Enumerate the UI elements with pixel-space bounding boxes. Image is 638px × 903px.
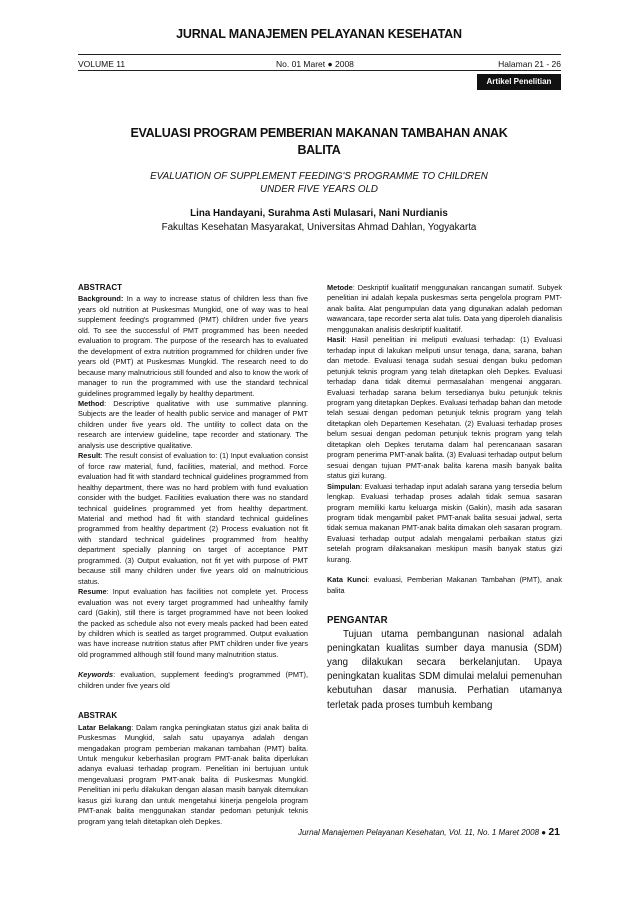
authors: Lina Handayani, Surahma Asti Mulasari, Nani Nurdianis xyxy=(190,208,448,219)
right-column xyxy=(327,283,562,713)
abstrak-heading: ABSTRAK xyxy=(78,711,118,721)
abstrak-simpulan: Simpulan: Evaluasi terhadap input adalah sarana yang tersedia belum lengkap. Evaluasi terhadap proses adalah tidak semua sasaran program memiliki kartu keluarga miskin (Gakin), masih ada sasaran program tidak mengambil paket PMT-anak balita sesuai jadwal, serta tidak semua makanan PMT-anak balita dimakan oleh sasaran program. Evaluasi terhadap output adalah mengalami perbaikan status gizi setelah program dilaksanakan meskipun masih banyak status gizi kurang. xyxy=(327,481,562,564)
abstrak-latar-belakang: Latar Belakang: Dalam rangka peningkatan status gizi anak balita di Puskesmas Mungkid, salah satu upayanya adalah dengan mengadakan program pemberian makanan tambahan (PMT) balita. Untuk mengukur keberhasilan program PMT-anak balita diperlukan adanya evaluasi terhadap program. Penelitian ini bertujuan untuk mengevaluasi program PMT-anak balita di Puskesmas Mungkid. Penelitian ini perlu dilakukan dengan alasan masih banyak ditemukan kasus gizi kurang dan untuk mengetahui kinerja pengelola program PMT-anak balita menggunakan standar pedoman petunjuk teknis program yang telah ditetapkan oleh Depkes. xyxy=(78,722,308,826)
page-number: 21 xyxy=(548,826,560,838)
abstrak-hasil: Hasil: Hasil penelitian ini meliputi evaluasi terhadap: (1) Evaluasi terhadap input di lakukan meliputi unsur tenaga, dana, sarana, bahan dan metode. Evaluasi tenaga sudah sesuai dengan buku pedoman petunjuk teknis program yang telah ditetapkan oleh Depkes. Evaluasi terhadap dana tidak ditemui permasalahan mengenai anggaran. Evaluasi terhadap sarana belum tersedianya buku petunjuk teknis program yang ditetapkan Depkes. Evaluasi terhadap bahan dan metode telah sesuai dengan pedoman petunjuk teknis program yang telah ditetapkan oleh Departemen Kesehatan. (2) Evaluasi terhadap proses belum sesuai dengan pedoman petunjuk teknis program yang telah ditetapkan oleh Depkes terutama dalam hal perencanaan sasaran program penerima PMT-anak balita. (3) Evaluasi terhadap output belum sesuai dengan tujuan PMT-anak balita karena masih banyak balita status gizi kurang. xyxy=(327,335,562,481)
volume-label: VOLUME 11 xyxy=(78,59,126,69)
abstract-result: Result: The result consist of evaluation to: (1) Input evaluation consist of force raw material, fund, facilities, material, and method. Force evaluation had fit with standard technical guidelines programmed from healthy department, there was no hard problem with fund evaluation consider with the budget. Facilities evaluation there was no standard technical guidelines programmed yet from healthy department. Material and method had fit with standard technical guidelines programmed from healthy department (2) Process evaluation not fit with standard technical guidelines programmed from healthy department specially planning on target of acceptance PMT programmed. (3) Output evaluation, not fit yet with purpose of PMT because still many children under five years old on malnutricious status. xyxy=(78,451,308,586)
pengantar-heading: PENGANTAR xyxy=(327,615,388,627)
pages-label: Halaman 21 - 26 xyxy=(498,59,561,69)
abstract-method: Method: Descriptive qualitative with use summative planning. Subjects are the leader of health public service and manager of PMT children under five years old. The untility to collect data on the research are interview guideline, tape recorder and stationary. The analysis use descriptive qualitative. xyxy=(78,398,308,450)
article-title: EVALUASI PROGRAM PEMBERIAN MAKANAN TAMBAHAN ANAK BALITA xyxy=(130,126,508,157)
abstract-background: Background: In a way to increase status of children less than five years old nutrition at Puskesmas Mungkid, one of way was to heal supplement feeding's programmed (PMT) children under five years old. To see the successful of PMT programmed has been needed evaluation to program. The purpose of the research has to evaluated the development of extra nutrition programmed for children under five years old (PMT) at Puskesmas Mungkid. The research need to do because many malnutricious still founded and also to know the work of manager to run the programmed with use the standard technical guidelines programmed legally by healthy department. xyxy=(78,294,308,398)
issue-label: No. 01 Maret ● 2008 xyxy=(276,59,354,69)
abstrak-metode: Metode: Deskriptif kualitatif menggunakan rancangan sumatif. Subyek penelitian ini adalah kepala puskesmas serta pengelola program PMT-anak balita. Alat pengumpulan data yang digunakan adalah pedoman wawancara, tape recorder serta alat tulis. Data yang diperoleh dianalisis menggunakan analisis deskriptif kualitatif. xyxy=(327,283,562,334)
abstract-keywords: Keywords: evaluation, supplement feeding's programmed (PMT), children under five years old xyxy=(78,670,308,690)
affiliation: Fakultas Kesehatan Masyarakat, Universitas Ahmad Dahlan, Yogyakarta xyxy=(161,222,477,233)
issue-header xyxy=(78,54,561,69)
header-divider xyxy=(78,70,561,71)
page-footer xyxy=(0,826,560,838)
left-column xyxy=(78,283,308,827)
journal-title: JURNAL MANAJEMEN PELAYANAN KESEHATAN xyxy=(176,27,462,41)
abstrak-kata-kunci: Kata Kunci: evaluasi, Pemberian Makanan Tambahan (PMT), anak balita xyxy=(327,575,563,595)
article-type-badge: Artikel Penelitian xyxy=(477,74,561,90)
footer-citation: Jurnal Manajemen Pelayanan Kesehatan, Vol. 11, No. 1 Maret 2008 ● xyxy=(297,828,547,837)
pengantar-text: Tujuan utama pembangunan nasional adalah peningkatan kualitas sumber daya manusia (SDM) yang dilakukan secara berkelanjutan. Upaya peningkatan kualitas SDM dimulai melalui pemenuhan kebutuhan dasar manusia. Perhatian utamanya terletak pada proses tumbuh kembang xyxy=(327,628,562,711)
article-title-english: EVALUATION OF SUPPLEMENT FEEDING'S PROGRAMME TO CHILDREN UNDER FIVE YEARS OLD xyxy=(150,171,488,195)
abstract-resume: Resume: Input evaluation has facilities not complete yet. Process evaluation was not every target programmed had unhealthy family card (Gakin), still there is target programmed have not been looked the packed as schedule also not every meals packed had been eated by children which is seatled as target programmed. Output evaluation was have increase nutrition status after PMT children under five years old programmed although still found many malnutrition status. xyxy=(78,587,308,659)
abstract-heading: ABSTRACT xyxy=(78,283,122,292)
